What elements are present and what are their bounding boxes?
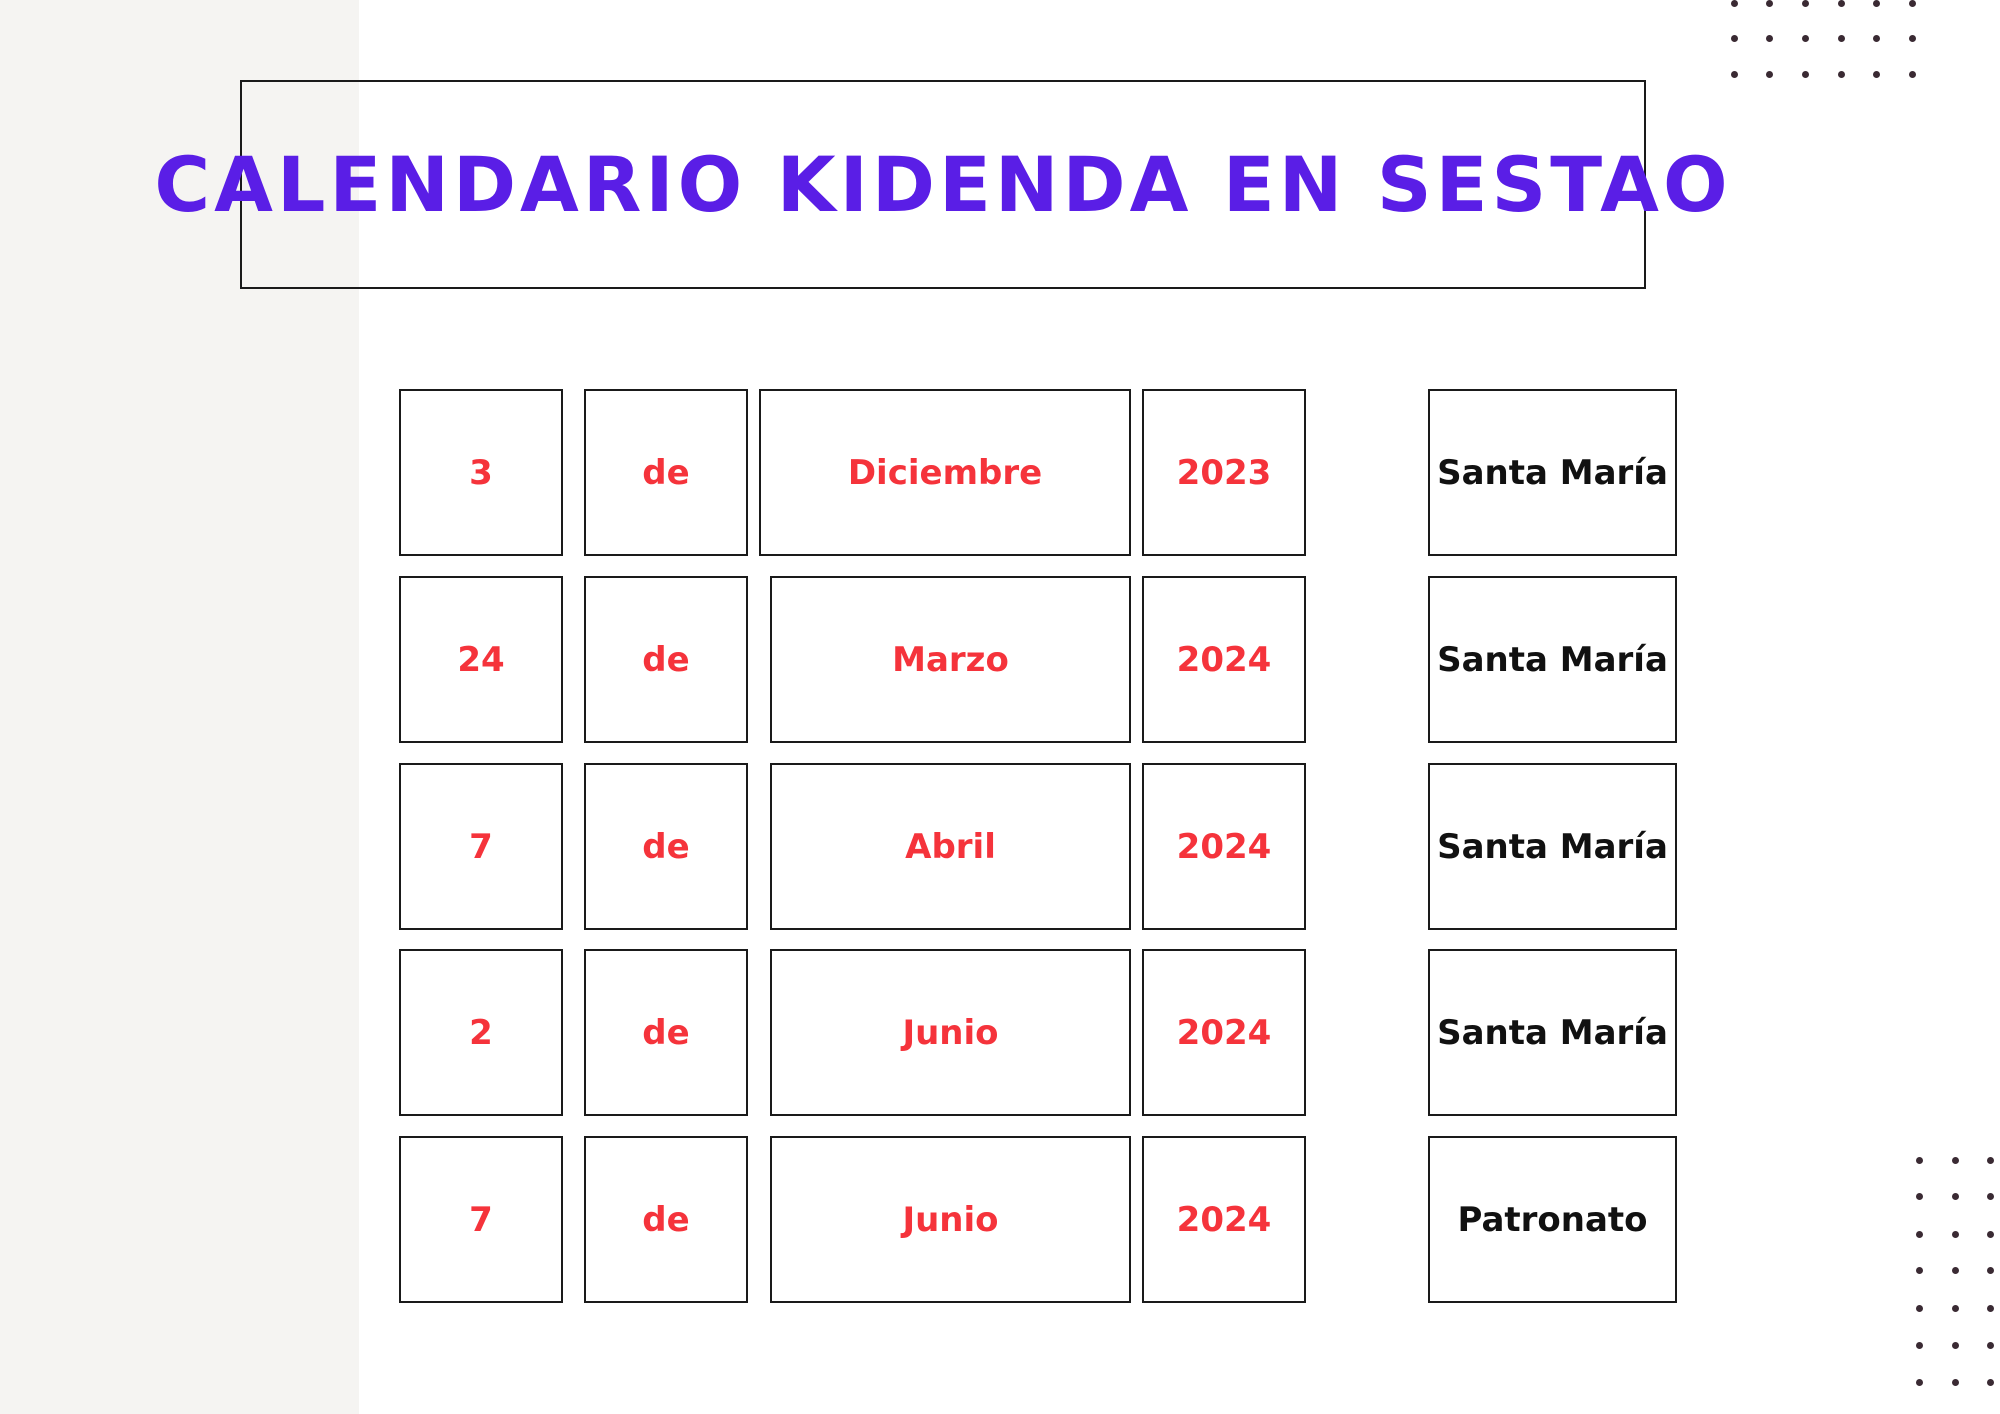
decorative-dot — [1766, 71, 1773, 78]
row-1-year-cell: 2023 — [1142, 389, 1306, 556]
row-1-location-cell: Santa María — [1428, 389, 1677, 556]
decorative-dot — [1909, 0, 1916, 7]
decorative-dot — [1952, 1231, 1959, 1238]
decorative-dot — [1909, 35, 1916, 42]
decorative-dot — [1916, 1379, 1923, 1386]
decorative-dot — [1731, 71, 1738, 78]
row-3-connector-cell: de — [584, 763, 748, 930]
row-4-month-cell: Junio — [770, 949, 1131, 1116]
row-1-month-cell: Diciembre — [759, 389, 1131, 556]
decorative-dot — [1916, 1157, 1923, 1164]
row-4-year-cell: 2024 — [1142, 949, 1306, 1116]
decorative-dot — [1952, 1267, 1959, 1274]
decorative-dot — [1987, 1305, 1994, 1312]
decorative-dot — [1766, 35, 1773, 42]
row-4-day-cell: 2 — [399, 949, 563, 1116]
row-3-day-cell: 7 — [399, 763, 563, 930]
decorative-dot — [1952, 1193, 1959, 1200]
decorative-dot — [1916, 1305, 1923, 1312]
row-1-connector-cell: de — [584, 389, 748, 556]
decorative-dot — [1731, 35, 1738, 42]
row-5-connector-cell: de — [584, 1136, 748, 1303]
decorative-dot — [1909, 71, 1916, 78]
decorative-dot — [1838, 35, 1845, 42]
row-3-location-cell: Santa María — [1428, 763, 1677, 930]
row-4-location-cell: Santa María — [1428, 949, 1677, 1116]
row-2-day-cell: 24 — [399, 576, 563, 743]
row-2-location-cell: Santa María — [1428, 576, 1677, 743]
row-5-year-cell: 2024 — [1142, 1136, 1306, 1303]
decorative-dot — [1838, 0, 1845, 7]
decorative-dot — [1838, 71, 1845, 78]
decorative-dot — [1987, 1342, 1994, 1349]
decorative-dot — [1916, 1231, 1923, 1238]
row-4-connector-cell: de — [584, 949, 748, 1116]
decorative-dot — [1987, 1231, 1994, 1238]
decorative-dot — [1987, 1379, 1994, 1386]
page-title: CALENDARIO KIDENDA EN SESTAO — [154, 140, 1732, 229]
row-2-connector-cell: de — [584, 576, 748, 743]
decorative-dot — [1802, 35, 1809, 42]
decorative-dot — [1916, 1342, 1923, 1349]
decorative-dot — [1987, 1267, 1994, 1274]
row-2-month-cell: Marzo — [770, 576, 1131, 743]
row-1-day-cell: 3 — [399, 389, 563, 556]
decorative-dot — [1916, 1193, 1923, 1200]
decorative-dot — [1766, 0, 1773, 7]
row-5-month-cell: Junio — [770, 1136, 1131, 1303]
decorative-dot — [1987, 1157, 1994, 1164]
decorative-dot — [1802, 71, 1809, 78]
decorative-dot — [1802, 0, 1809, 7]
row-5-location-cell: Patronato — [1428, 1136, 1677, 1303]
decorative-dot — [1987, 1193, 1994, 1200]
row-3-year-cell: 2024 — [1142, 763, 1306, 930]
decorative-dot — [1952, 1379, 1959, 1386]
decorative-dot — [1731, 0, 1738, 7]
decorative-dot — [1952, 1342, 1959, 1349]
title-box — [154, 80, 1732, 289]
decorative-dot — [1916, 1267, 1923, 1274]
decorative-dot — [1873, 0, 1880, 7]
row-5-day-cell: 7 — [399, 1136, 563, 1303]
decorative-dot — [1952, 1305, 1959, 1312]
row-3-month-cell: Abril — [770, 763, 1131, 930]
decorative-dot — [1873, 71, 1880, 78]
decorative-dot — [1873, 35, 1880, 42]
decorative-dot — [1952, 1157, 1959, 1164]
row-2-year-cell: 2024 — [1142, 576, 1306, 743]
